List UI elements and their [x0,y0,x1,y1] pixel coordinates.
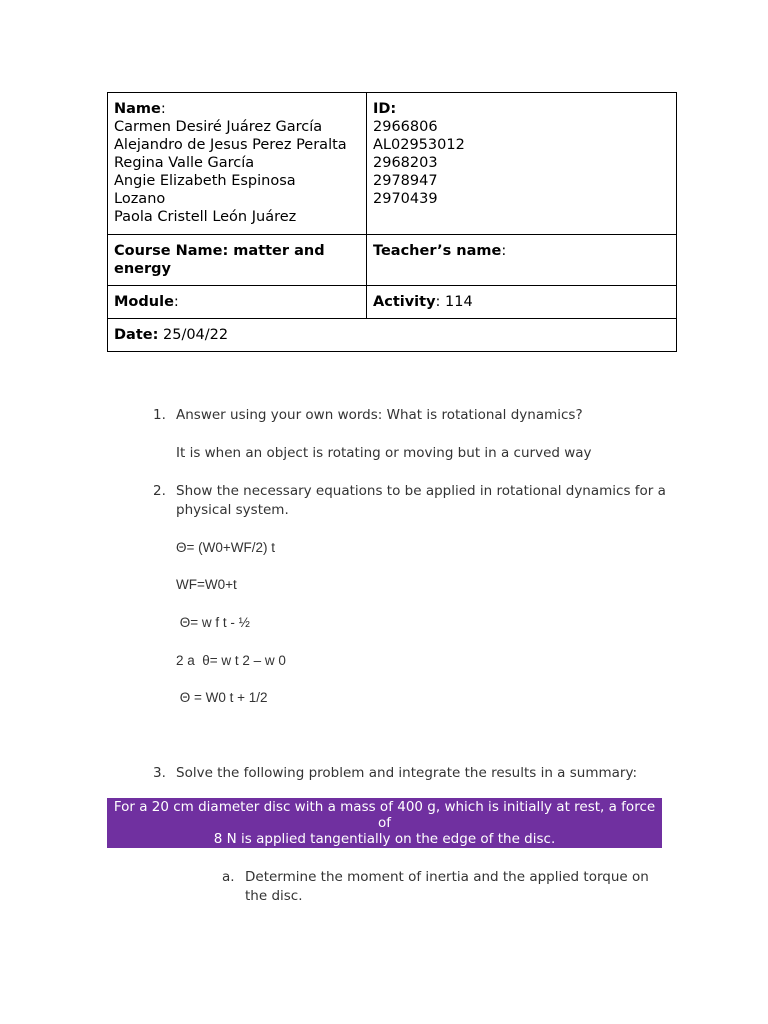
activity-label: Activity [373,294,436,310]
activity-cell [367,286,677,319]
student-id: 2968203 [373,155,438,171]
problem-text: For a 20 cm diameter disc with a mass of 400 g, which is initially at rest, a force of [113,799,656,831]
info-table [107,92,677,352]
question-text: Solve the following problem and integrate the results in a summary: [176,765,638,781]
id-label: ID: [373,101,397,117]
equation: Θ = W0 t + 1/2 [176,690,268,705]
module-label: Module [114,294,174,310]
answer-text: It is when an object is rotating or moving but in a curved way [176,445,592,461]
question-number: 2. [153,483,166,499]
student-id: 2970439 [373,191,438,207]
date-value: 25/04/22 [158,327,229,343]
student-name: Paola Cristell León Juárez [114,209,297,225]
sub-question-text: Determine the moment of inertia and the applied torque on [245,869,649,885]
equation: WF=W0+t [176,577,237,592]
question-number: 1. [153,407,166,423]
course-label: Course Name: matter and energy [114,243,325,277]
question-number: 3. [153,765,166,781]
student-id: 2966806 [373,119,438,135]
question-text: physical system. [176,502,289,518]
teacher-cell: Teacher’s name: [367,235,677,286]
date-cell [108,319,677,352]
student-id: AL02953012 [373,137,465,153]
activity-value: : 114 [435,294,473,310]
ids-cell [367,93,677,235]
equation: 2 a θ= w t 2 – w 0 [176,653,286,668]
date-label: Date: [114,327,159,343]
name-label: Name [114,101,161,117]
names-cell: Name: Carmen Desiré Juárez García Alejandro de Jesus Perez Peralta Regina Valle García Angie Elizabeth Espinosa Lozano Paola Cristell León Juárez [108,93,367,235]
student-id: 2978947 [373,173,438,189]
sub-question-text: the disc. [245,888,303,904]
student-name: Regina Valle García [114,155,255,171]
student-name: Angie Elizabeth Espinosa [114,173,296,189]
equation: Θ= w f t - ½ [176,615,250,630]
teacher-label: Teacher’s name [373,243,502,259]
course-cell [108,235,367,286]
question-text: Answer using your own words: What is rotational dynamics? [176,407,583,423]
equation: Θ= (W0+WF/2) t [176,540,276,555]
sub-question-letter: a. [222,869,235,885]
student-name: Carmen Desiré Juárez García [114,119,323,135]
student-name: Alejandro de Jesus Perez Peralta [114,137,347,153]
student-name: Lozano [114,191,166,207]
module-cell: Module: [108,286,367,319]
problem-text: 8 N is applied tangentially on the edge of the disc. [213,831,556,847]
question-text: Show the necessary equations to be applied in rotational dynamics for a [176,483,666,499]
problem-statement-box [107,798,662,848]
